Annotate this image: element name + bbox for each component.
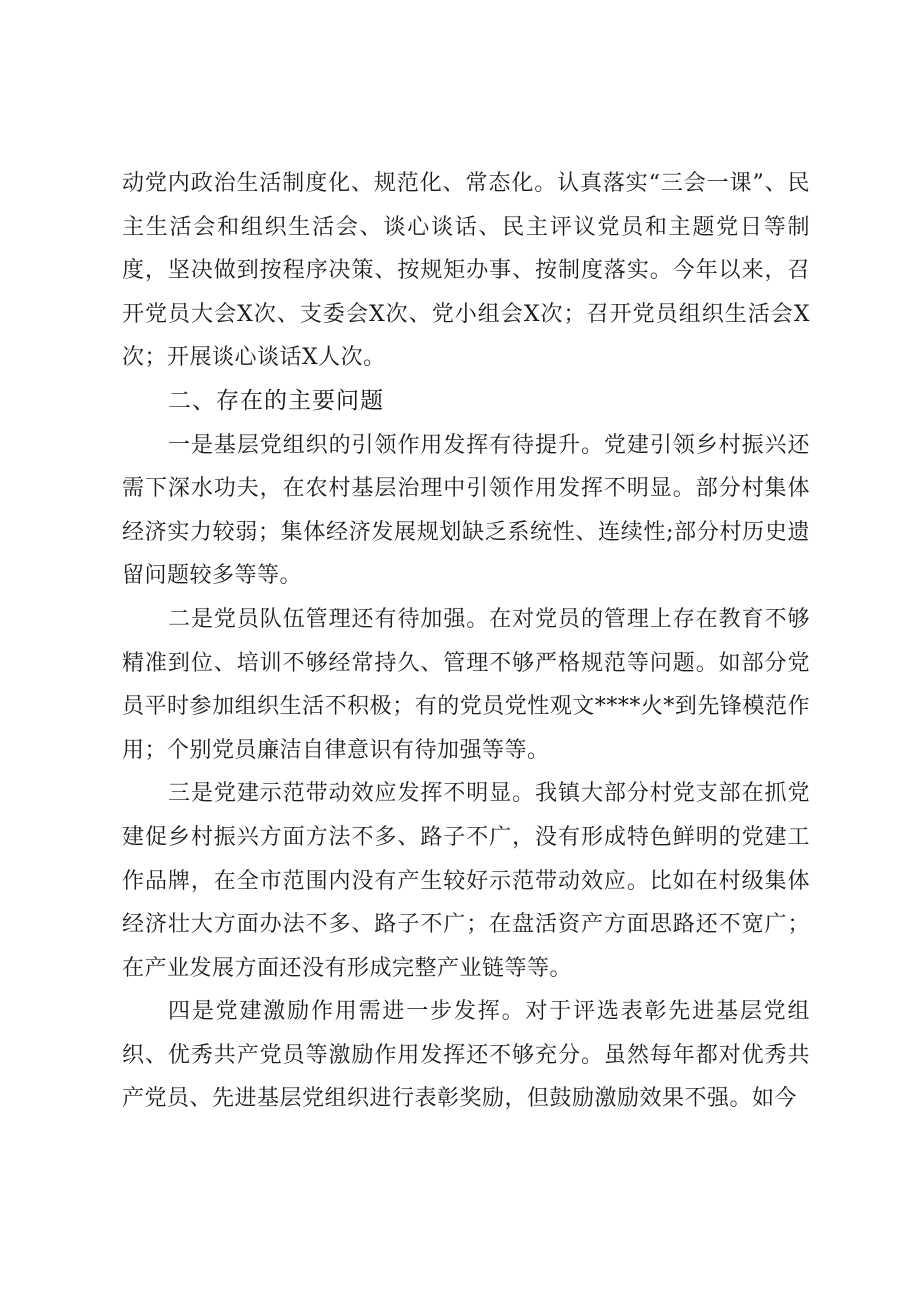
- section-heading: 二、存在的主要问题: [168, 387, 384, 414]
- paragraph-problem-1: 一是基层党组织的引领作用发挥有待提升。党建引领乡村振兴还需下深水功夫，在农村基层治理中引领作用发挥不明显。部分村集体经济实力较弱；集体经济发展规划缺乏系统性、连续性;部分村历史遗留问题较多等等。: [122, 432, 810, 589]
- paragraph-problem-2: 二是党员队伍管理还有待加强。在对党员的管理上存在教育不够精准到位、培训不够经常持久、管理不够严格规范等问题。如部分党员平时参加组织生活不积极；有的党员党性观文****火*到先锋模范作用；个别党员廉洁自律意识有待加强等等。: [122, 606, 810, 763]
- paragraph-continuation: 动党内政治生活制度化、规范化、常态化。认真落实“三会一课”、民主生活会和组织生活会、谈心谈话、民主评议党员和主题党日等制度，坚决做到按程序决策、按规矩办事、按制度落实。今年以来，召开党员大会X次、支委会X次、党小组会X次；召开党员组织生活会X次；开展谈心谈话X人次。: [122, 171, 810, 371]
- document-body: [122, 162, 810, 1121]
- paragraph-problem-3: 三是党建示范带动效应发挥不明显。我镇大部分村党支部在抓党建促乡村振兴方面方法不多、路子不广，没有形成特色鲜明的党建工作品牌，在全市范围内没有产生较好示范带动效应。比如在村级集体经济壮大方面办法不多、路子不广；在盘活资产方面思路还不宽广；在产业发展方面还没有形成完整产业链等等。: [122, 781, 810, 981]
- paragraph-problem-4: 四是党建激励作用需进一步发挥。对于评选表彰先进基层党组织、优秀共产党员等激励作用发挥还不够充分。虽然每年都对优秀共产党员、先进基层党组织进行表彰奖励，但鼓励激励效果不强。如今: [122, 999, 810, 1112]
